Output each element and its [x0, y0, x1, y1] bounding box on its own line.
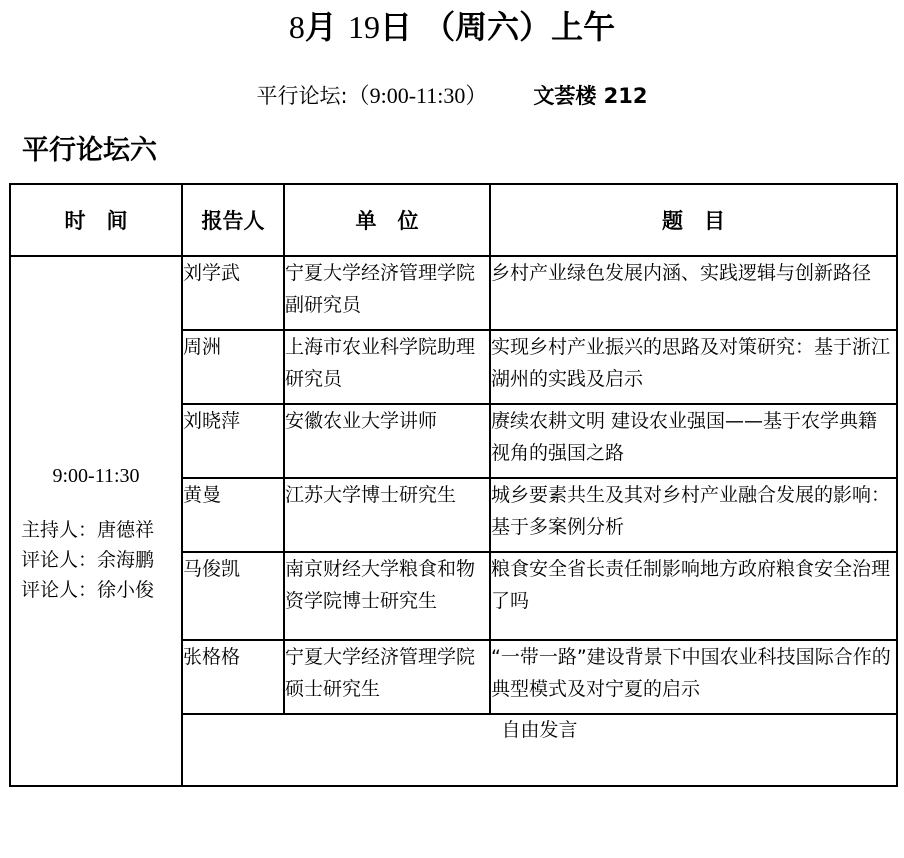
speaker-cell: 黄曼: [182, 478, 284, 552]
speaker-cell: 马俊凯: [182, 552, 284, 640]
table-row: [10, 256, 897, 330]
header-topic: 题 目: [490, 184, 897, 256]
unit-cell: 安徽农业大学讲师: [284, 404, 490, 478]
forum-subtitle: [0, 80, 904, 112]
venue: 文荟楼 212: [533, 84, 648, 108]
topic-cell: 实现乡村产业振兴的思路及对策研究：基于浙江湖州的实践及启示: [490, 330, 897, 404]
time-range: 9:00-11:30: [52, 465, 140, 487]
table-header-row: [10, 184, 897, 256]
free-speech-cell: 自由发言: [182, 714, 897, 786]
header-unit: 单 位: [284, 184, 490, 256]
speaker-cell: 刘晓萍: [182, 404, 284, 478]
unit-cell: 江苏大学博士研究生: [284, 478, 490, 552]
commentator-line-1: 评论人：余海鹏: [21, 549, 155, 571]
commentator-line-2: 评论人：徐小俊: [21, 579, 155, 601]
header-speaker: 报告人: [182, 184, 284, 256]
host-line: 主持人：唐德祥: [21, 519, 155, 541]
topic-cell: 粮食安全省长责任制影响地方政府粮食安全治理了吗: [490, 552, 897, 640]
unit-cell: 宁夏大学经济管理学院硕士研究生: [284, 640, 490, 714]
date-month: 8: [288, 9, 305, 45]
date-month-unit: 月: [304, 8, 337, 46]
unit-cell: 南京财经大学粮食和物资学院博士研究生: [284, 552, 490, 640]
time-block-cell: [10, 256, 182, 786]
schedule-table: [9, 183, 898, 787]
topic-cell: “一带一路”建设背景下中国农业科技国际合作的典型模式及对宁夏的启示: [490, 640, 897, 714]
subtitle-label: 平行论坛:: [256, 84, 348, 108]
speaker-cell: 周洲: [182, 330, 284, 404]
date-weekday: （周六）上午: [423, 8, 616, 46]
unit-cell: 宁夏大学经济管理学院副研究员: [284, 256, 490, 330]
header-time: 时 间: [10, 184, 182, 256]
topic-cell: 乡村产业绿色发展内涵、实践逻辑与创新路径: [490, 256, 897, 330]
forum-title: 平行论坛六: [22, 135, 157, 166]
subtitle-time: （9:00-11:30）: [347, 83, 488, 108]
speaker-cell: 刘学武: [182, 256, 284, 330]
speaker-cell: 张格格: [182, 640, 284, 714]
topic-cell: 赓续农耕文明 建设农业强国——基于农学典籍视角的强国之路: [490, 404, 897, 478]
date-day-unit: 日: [379, 8, 412, 46]
topic-cell: 城乡要素共生及其对乡村产业融合发展的影响：基于多案例分析: [490, 478, 897, 552]
date-day: 19: [347, 9, 380, 45]
session-date-title: [0, 4, 904, 50]
unit-cell: 上海市农业科学院助理研究员: [284, 330, 490, 404]
